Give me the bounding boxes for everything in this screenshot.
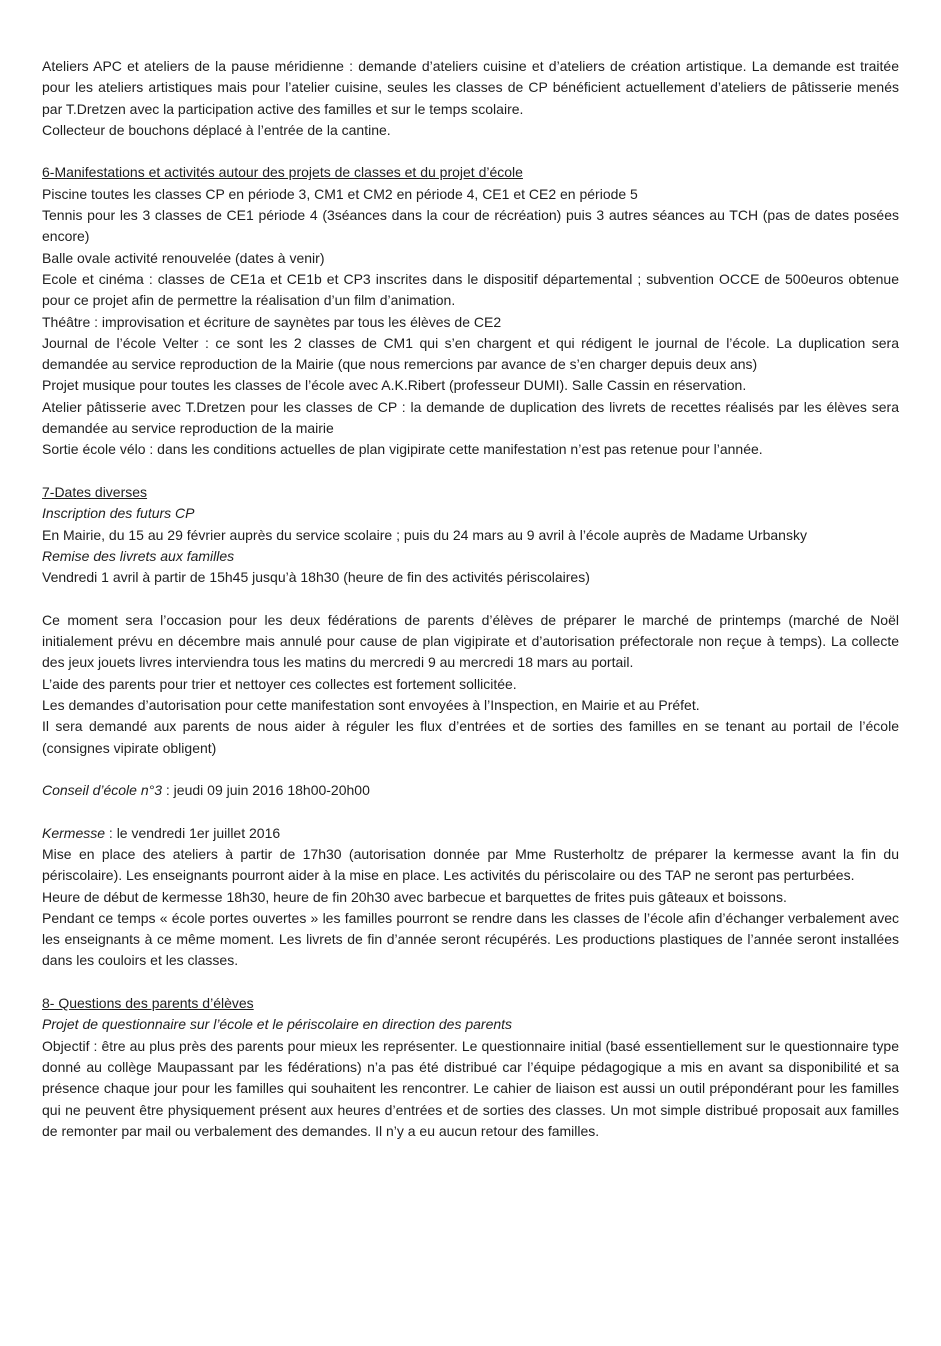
blank-line	[42, 801, 899, 822]
paragraph-mise-en-place: Mise en place des ateliers à partir de 17h30 (autorisation donnée par Mme Rusterholtz de préparer la kermesse avant la fin du périscolaire). Les enseignants pourront aider à la mise en place. Les activités du périscolaire ou des TAP ne seront pas perturbées.	[42, 845, 899, 884]
line-tennis: Tennis pour les 3 classes de CE1 période 4 (3séances dans la cour de récréation) puis 3 autres séances au TCH (pas de dates posées encore)	[42, 207, 899, 245]
line-demandes-autorisation: Les demandes d’autorisation pour cette manifestation sont envoyées à l’Inspection, en Mairie et au Préfet.	[42, 696, 700, 713]
blank-line	[42, 461, 899, 482]
conseil-ecole-3-date: : jeudi 09 juin 2016 18h00-20h00	[162, 782, 370, 799]
line-aide-parents: L’aide des parents pour trier et nettoyer ces collectes est fortement sollicitée.	[42, 675, 517, 692]
blank-line	[42, 972, 899, 993]
line-heure-kermesse: Heure de début de kermesse 18h30, heure de fin 20h30 avec barbecue et barquettes de frites puis gâteaux et boissons.	[42, 888, 787, 905]
paragraph-flux-entrees: Il sera demandé aux parents de nous aider à réguler les flux d’entrées et de sorties des familles en se tenant au portail de l’école (consignes vipirate obligent)	[42, 718, 899, 756]
line-atelier-patisserie: Atelier pâtisserie avec T.Dretzen pour les classes de CP : la demande de duplication des livrets de recettes réalisés par les élèves sera demandée au service reproduction de la mairie	[42, 398, 899, 437]
line-sortie-velo: Sortie école vélo : dans les conditions actuelles de plan vigipirate cette manifestation n’est pas retenue pour l’année.	[42, 441, 763, 458]
line-conseil-ecole-3	[42, 780, 899, 801]
line-ecole-et-cinema: Ecole et cinéma : classes de CE1a et CE1b et CP3 inscrites dans le dispositif départemental ; subvention OCCE de 500euros obtenue pour ce projet afin de permettre la réalisation d’un film d’animation.	[42, 270, 899, 309]
blank-line	[42, 141, 899, 162]
line-kermesse	[42, 823, 899, 844]
paragraph-marche-printemps: Ce moment sera l’occasion pour les deux fédérations de parents d’élèves de préparer le marché de printemps (marché de Noël initialement prévu en décembre mais annulé pour cause de plan vigipirate et d’autorisation préfectorale non reçue à temps). La collecte des jeux jouets livres interviendra tous les matins du mercredi 9 au mercredi 18 mars au portail.	[42, 611, 899, 671]
conseil-ecole-3-label: Conseil d’école n°3	[42, 782, 163, 799]
kermesse-label: Kermesse	[42, 824, 106, 841]
paragraph-collecteur-bouchons: Collecteur de bouchons déplacé à l’entrée de la cantine.	[42, 121, 391, 138]
subheading-remise-livrets: Remise des livrets aux familles	[42, 547, 235, 564]
kermesse-date: : le vendredi 1er juillet 2016	[105, 824, 281, 841]
line-balle-ovale: Balle ovale activité renouvelée (dates à venir)	[42, 249, 325, 266]
line-journal-ecole: Journal de l’école Velter : ce sont les 2 classes de CM1 qui s’en chargent et qui rédigent le journal de l’école. La duplication sera demandée au service reproduction de la Mairie (que nous remercions par avance de s’en charger depuis deux ans)	[42, 334, 899, 373]
paragraph-questionnaire-objectif: Objectif : être au plus près des parents pour mieux les représenter. Le questionnaire initial (basé essentiellement sur le questionnaire type donné au collège Maupassant par les fédérations) n’a pas été distribué car l’équipe pédagogique a mis en avant sa disponibilité et sa présence chaque jour pour les familles qui souhaitent les rencontrer. Le cahier de liaison est aussi un outil prépondérant pour les familles qui ne peuvent être physiquement présent aux heures d’entrées et de sorties des classes. Un mot simple distribué proposait aux familles de remonter par mail ou verbalement des demandes. Il n’y a eu aucun retour des familles.	[42, 1037, 899, 1139]
line-remise-details: Vendredi 1 avril à partir de 15h45 jusqu’à 18h30 (heure de fin des activités périscolaires)	[42, 569, 590, 586]
paragraph-ateliers-apc: Ateliers APC et ateliers de la pause méridienne : demande d’ateliers cuisine et d’ateliers de création artistique. La demande est traitée pour les ateliers artistiques mais pour l’atelier cuisine, seules les classes de CP bénéficient actuellement d’ateliers de pâtisserie menés par T.Dretzen avec la participation active des familles et sur le temps scolaire.	[42, 58, 899, 117]
line-inscription-details: En Mairie, du 15 au 29 février auprès du service scolaire ; puis du 24 mars au 9 avril à l’école auprès de Madame Urbansky	[42, 526, 807, 543]
section-6-heading: 6-Manifestations et activités autour des projets de classes et du projet d’école	[42, 164, 523, 181]
subheading-questionnaire: Projet de questionnaire sur l’école et le périscolaire en direction des parents	[42, 1016, 513, 1033]
blank-line	[42, 759, 899, 780]
paragraph-portes-ouvertes: Pendant ce temps « école portes ouvertes » les familles pourront se rendre dans les classes de l’école afin d’échanger verbalement avec les enseignants à ce même moment. Les livrets de fin d’année seront récupérés. Les productions plastiques de l’année seront installées dans les couloirs et les classes.	[42, 909, 899, 969]
blank-line	[42, 588, 899, 609]
section-8-heading: 8- Questions des parents d’élèves	[42, 995, 254, 1012]
section-7-heading: 7-Dates diverses	[42, 483, 148, 500]
line-piscine: Piscine toutes les classes CP en période 3, CM1 et CM2 en période 4, CE1 et CE2 en période 5	[42, 185, 638, 202]
subheading-inscription-cp: Inscription des futurs CP	[42, 505, 195, 522]
line-projet-musique: Projet musique pour toutes les classes de l’école avec A.K.Ribert (professeur DUMI). Salle Cassin en réservation.	[42, 377, 747, 394]
line-theatre: Théâtre : improvisation et écriture de saynètes par tous les élèves de CE2	[42, 313, 502, 330]
